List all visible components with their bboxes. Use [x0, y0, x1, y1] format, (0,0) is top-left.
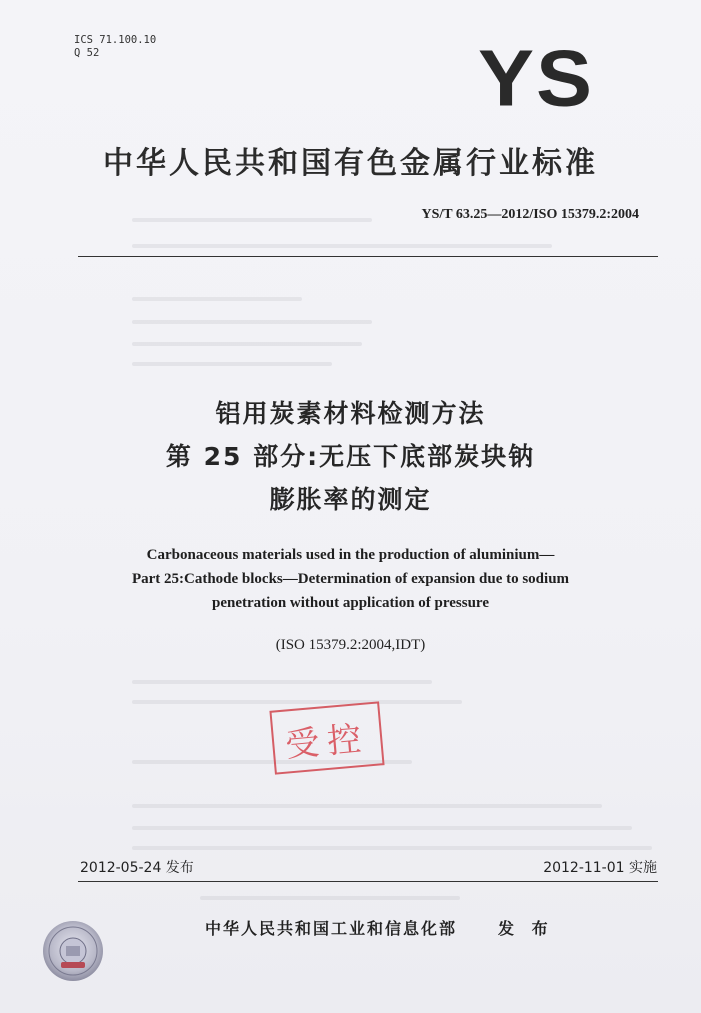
iso-reference: (ISO 15379.2:2004,IDT) — [275, 637, 426, 653]
bleed-through-line — [132, 804, 602, 808]
bleed-through-line — [132, 362, 332, 366]
bottom-divider — [78, 881, 658, 882]
bleed-through-line — [132, 700, 462, 704]
controlled-copy-stamp: 受控 — [269, 701, 384, 774]
anti-counterfeit-seal-icon — [42, 920, 104, 982]
classification-codes — [74, 34, 156, 60]
bleed-through-line — [132, 244, 552, 248]
bleed-through-line — [132, 680, 432, 684]
bleed-through-line — [132, 297, 302, 301]
ccs-code: Q 52 — [74, 47, 100, 59]
chinese-title-line-3: 膨胀率的测定 — [269, 485, 432, 514]
english-title — [0, 543, 701, 615]
chinese-title — [0, 392, 701, 521]
issue-date: 2012-05-24 发布 — [80, 860, 194, 876]
publisher-name: 中华人民共和国工业和信息化部 — [205, 919, 458, 938]
chinese-title-line-2: 第 25 部分:无压下底部炭块钠 — [165, 442, 536, 471]
english-title-line-3: penetration without application of pressure — [212, 595, 489, 611]
implementation-date: 2012-11-01 实施 — [543, 860, 657, 876]
english-title-line-2: Part 25:Cathode blocks—Determination of expansion due to sodium — [131, 571, 570, 587]
bleed-through-line — [132, 846, 652, 850]
bleed-through-line — [132, 342, 362, 346]
bleed-through-line — [132, 320, 372, 324]
standard-number: YS/T 63.25—2012/ISO 15379.2:2004 — [421, 207, 639, 222]
bleed-through-line — [132, 218, 372, 222]
bleed-through-line — [200, 896, 460, 900]
publish-verb: 发 布 — [498, 919, 554, 938]
bleed-through-line — [132, 826, 632, 830]
chinese-title-line-1: 铝用炭素材料检测方法 — [215, 399, 486, 428]
english-title-line-1: Carbonaceous materials used in the production of aluminium— — [146, 547, 555, 563]
industry-standard-title: 中华人民共和国有色金属行业标准 — [103, 146, 598, 181]
ics-code: ICS 71.100.10 — [74, 34, 157, 46]
top-divider — [78, 256, 658, 257]
ys-standard-logo: YS — [478, 33, 595, 123]
